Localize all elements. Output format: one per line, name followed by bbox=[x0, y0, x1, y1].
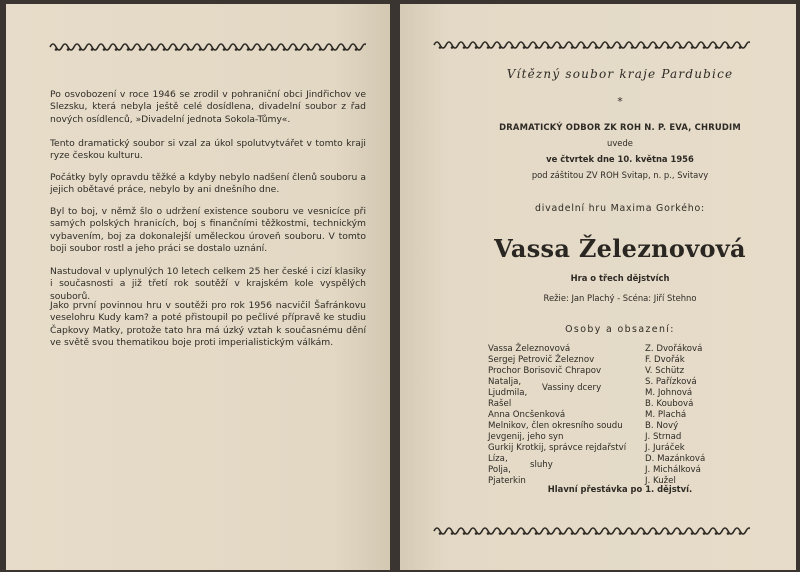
cast-role: Melnikov, člen okresního soudu bbox=[488, 421, 623, 431]
cast-role: Sergej Petrovič Železnov bbox=[488, 355, 595, 365]
cast-actor: Z. Dvořáková bbox=[645, 344, 703, 354]
daughters-note: Vassiny dcery bbox=[542, 383, 602, 393]
cast-actor: S. Pařízková bbox=[645, 377, 697, 387]
cast-actor: B. Koubová bbox=[645, 399, 694, 409]
credits-line: Režie: Jan Plachý - Scéna: Jiří Stehno bbox=[543, 293, 697, 303]
cast-role: Líza, bbox=[488, 454, 508, 464]
cast-role: Vassa Železnovová bbox=[488, 344, 571, 354]
left-page bbox=[6, 4, 390, 570]
ornament-divider bbox=[432, 38, 750, 52]
presents-line: uvede bbox=[607, 138, 633, 148]
cast-role: Gurkij Krotkij, správce rejdařství bbox=[488, 443, 627, 453]
ensemble-subtitle: Vítězný soubor kraje Pardubice bbox=[506, 67, 734, 81]
cast-role: Natalja, bbox=[488, 377, 522, 387]
ornament-divider bbox=[48, 40, 366, 54]
intermission-note: Hlavní přestávka po 1. dějství. bbox=[547, 484, 693, 494]
genre-line: Hra o třech dějstvích bbox=[570, 273, 670, 283]
star-divider: * bbox=[617, 95, 623, 108]
cast-actor: V. Schütz bbox=[645, 366, 685, 376]
cast-role: Rašel bbox=[488, 399, 512, 409]
cast-role: Jevgenij, jeho syn bbox=[488, 432, 564, 442]
paragraph: Tento dramatický soubor si vzal za úkol spolutvytvářet v tomto kraji ryze českou kulturu. bbox=[50, 138, 366, 162]
cast-actor: J. Strnad bbox=[645, 432, 682, 442]
paragraph: Po osvobození v roce 1946 se zrodil v pohraniční obci Jindřichov ve Slezsku, která nebyla ještě celé dosídlena, divadelní soubor z řad nových osídlenců, »Divadelní jednota Sokola-Tůmy«. bbox=[50, 89, 366, 125]
cast-actor: M. Johnová bbox=[645, 388, 693, 398]
right-page bbox=[400, 4, 796, 570]
cast-actor: D. Mazánková bbox=[645, 454, 706, 464]
cast-role: Prochor Borisovič Chrapov bbox=[488, 366, 602, 376]
cast-role: Ljudmila, bbox=[488, 388, 528, 398]
cast-actor: J. Juráček bbox=[645, 443, 685, 453]
paragraph: Byl to boj, v němž šlo o udržení existence souboru ve vesnicíce při samých polských hranicích, boj s finančními těžkostmi, technickým vybavením, boj za dokonalejší uměleckou úroveň souboru. V tomto boji soubor rostl a jeho práci se dostalo uznání. bbox=[50, 206, 366, 254]
paragraph: Nastudoval v uplynulých 10 letech celkem 25 her české i cizí klasiky i současnosti a již třetí rok soutěží v krajském kole vyspělých souborů. bbox=[50, 266, 366, 302]
servants-note: sluhy bbox=[530, 460, 553, 470]
cast-heading: Osoby a obsazení: bbox=[565, 324, 675, 335]
cast-actor: M. Plachá bbox=[645, 410, 687, 420]
paragraph: Počátky byly opravdu těžké a kdyby nebylo nadšení členů souboru a jejich obětavé práce, nebylo by ani dnešního dne. bbox=[50, 172, 366, 196]
paragraph: Jako první povinnou hru v soutěži pro rok 1956 nacvičil Šafránkovu veselohru Kudy kam? a poté přistoupil po pečlivé přípravě ke studiu Čapkovy Matky, protože tato hra má úzký vztah k současnému dění ve světě svou thematikou boje proti imperialistickým válkám. bbox=[50, 300, 366, 348]
cast-actor: B. Nový bbox=[645, 421, 679, 431]
cast-actor: J. Kužel bbox=[645, 476, 676, 486]
cast-role: Pjaterkin bbox=[488, 476, 526, 486]
ornament-divider bbox=[432, 524, 750, 538]
patronage-line: pod záštitou ZV ROH Svitap, n. p., Svitavy bbox=[531, 170, 709, 180]
cast-actor: F. Dvořák bbox=[645, 355, 685, 365]
organizer: DRAMATICKÝ ODBOR ZK ROH N. P. EVA, CHRUDIM bbox=[499, 122, 741, 132]
performance-date: ve čtvrtek dne 10. května 1956 bbox=[546, 154, 694, 164]
cast-role: Polja, bbox=[488, 465, 511, 475]
play-title: Vassa Železnovová bbox=[494, 234, 746, 263]
cast-role: Anna Oncšenková bbox=[488, 410, 566, 420]
author-line: divadelní hru Maxima Gorkého: bbox=[534, 203, 705, 214]
cast-actor: J. Michálková bbox=[645, 465, 701, 475]
